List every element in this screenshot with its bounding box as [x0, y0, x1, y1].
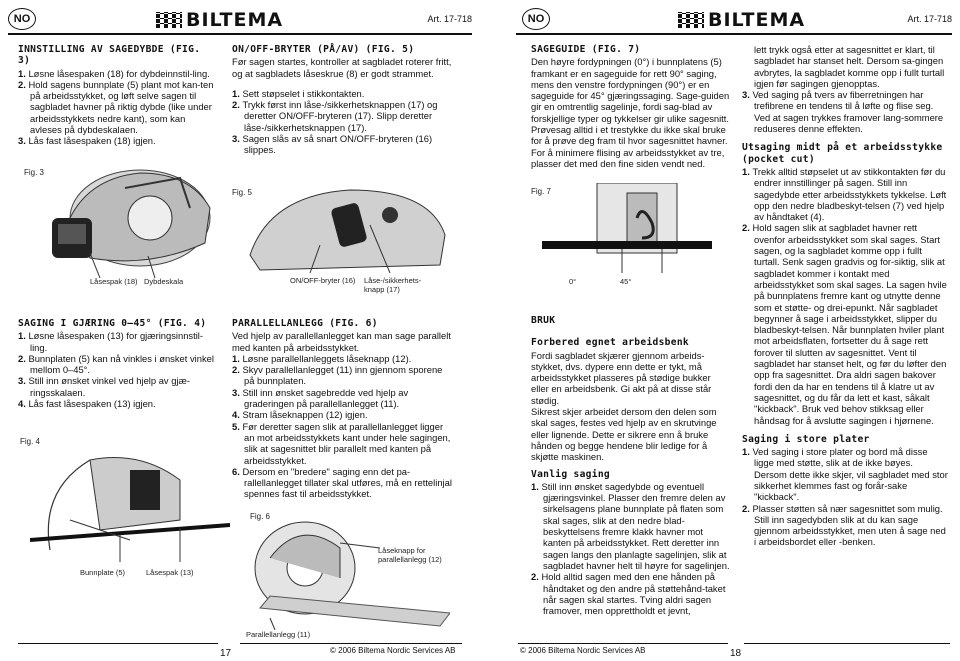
right-column-2 — [742, 44, 948, 548]
step-number: 1. — [18, 67, 29, 79]
step-text: Skyv parallellanlegget (11) inn gjennom sporene på bunnplaten. — [242, 364, 443, 387]
figure-label: Fig. 6 — [250, 512, 271, 521]
page-number: 17 — [220, 648, 232, 659]
brand-logo — [156, 9, 283, 31]
step-list — [742, 89, 948, 134]
paragraph: Den høyre fordypningen (0°) i bunnplatens (5) framkant er en sageguide for rett 90° saging, mens den venstre fordypningen (90°) er en sageguide for 45° gjæringssaging. Sage-guiden gir en omtrentlig sagelinje, fordi sag-blad av forskjellige typer og tykkelser gir ulike sagesnitt. Prøvesag alltid i et trestykke du ikke skal bruke for å prøve deg fram til hvor sagesnittet havner. For å minimere flising av arbeidsstykket av tre, plasser det med den fine siden vendt ned. — [531, 56, 730, 169]
step-text: Trykk først inn låse-/sikkerhetsknappen (17) og deretter ON/OFF-bryteren (17). Slipp deretter låse-/sikkerhetsknappen (17). — [242, 99, 438, 133]
left-column-2 — [232, 44, 454, 156]
step-text: Trekk alltid støpselet ut av stikkontakten før du endrer innstillinger på sagen. Still inn sagedybde etter arbeidsstykkets tykkelse. Løft opp den nedre bladbeskyt-telsen (7) ved hjelp av håndtaket (4). — [752, 165, 947, 223]
figure-caption: Bunnplate (5) — [80, 568, 126, 577]
list-item — [232, 387, 454, 410]
brand-name: BILTEMA — [708, 9, 806, 31]
step-text: Ved saging i store plater og bord må disse ligge med støtte, slik at de ikke bøyes. Dersom dette ikke skjer, vil sagbladet med stor sikkerhet klemmes fast og forår-sake "kickback". — [752, 446, 948, 503]
paragraph: Sikrest skjer arbeidet dersom den delen som skal sages, festes ved hjelp av en skrutvinge eller lignende. Dette er sikrere enn å bruke hånden og begge hendene blir ledige for å skjøtte maskinen. — [531, 406, 717, 463]
paragraph: Ved hjelp av parallellanlegget kan man sage parallelt med kanten på arbeidsstykket. — [232, 330, 451, 353]
saw-depth-illustration — [30, 148, 220, 278]
figure-caption: 0° — [569, 277, 577, 286]
subsection-heading: Forbered egnet arbeidsbenk — [531, 337, 689, 349]
step-number: 2. — [18, 352, 29, 364]
step-text: Plasser støtten så nær sagesnittet som mulig. Still inn sagedybden slik at du kan sage gjennom arbeidsstykket, men uten å sage ned i arbeidsbordet eller -benken. — [752, 502, 946, 548]
list-item — [18, 353, 218, 376]
left-column-1-lower — [18, 318, 218, 409]
step-list — [18, 68, 218, 147]
figure-label: Fig. 5 — [232, 188, 253, 197]
section-heading: SAGEGUIDE (FIG. 7) — [531, 44, 641, 55]
figure-caption: 45° — [620, 277, 632, 286]
step-text: Lås fast låsespaken (13) igjen. — [28, 398, 156, 410]
step-text: Bunnplaten (5) kan nå vinkles i ønsket vinkel mellom 0–45°. — [28, 352, 214, 376]
list-item — [18, 398, 218, 409]
list-item — [232, 421, 454, 466]
saw-guide-illustration — [542, 183, 722, 283]
checkered-flag-icon — [678, 12, 704, 28]
step-list — [742, 166, 948, 426]
step-list — [232, 88, 454, 156]
footer-rule — [240, 643, 462, 644]
list-item — [232, 409, 454, 420]
copyright: © 2006 Biltema Nordic Services AB — [520, 646, 646, 655]
subsection-heading: Saging i store plater — [742, 433, 870, 445]
figure-label: Fig. 4 — [20, 437, 41, 446]
footer-rule — [518, 643, 728, 644]
right-column-1-lower — [531, 315, 731, 616]
list-item — [18, 68, 218, 79]
step-number: 2. — [531, 571, 542, 583]
step-text: Still inn ønsket sagebredde ved hjelp av graderingen på parallellanlegget (11). — [242, 386, 409, 410]
step-number: 3. — [232, 133, 243, 145]
step-text: Ved saging på tvers av fiberretningen har trefibrene en tendens til å løfte og flise seg. Ved at sagen trykkes framover lang-sommere reduseres denne effekten. — [752, 89, 944, 135]
figure-caption: Låsespak (18) — [90, 277, 138, 286]
step-list — [232, 353, 454, 500]
right-column-1 — [531, 44, 731, 169]
section-heading: BRUK — [531, 315, 556, 326]
list-item — [742, 222, 948, 425]
step-number: 1. — [232, 352, 243, 364]
list-item — [232, 353, 454, 364]
step-text: Sagen slås av så snart ON/OFF-bryteren (16) slippes. — [242, 133, 433, 156]
step-number: 6. — [232, 465, 243, 477]
list-item — [531, 571, 731, 616]
figure-label: Fig. 7 — [531, 187, 552, 196]
section-heading: SAGING I GJÆRING 0–45° (FIG. 4) — [18, 318, 207, 329]
step-text: Løsne låsespaken (13) for gjæringsinnstil-ling. — [28, 330, 203, 353]
step-number: 3. — [232, 386, 243, 398]
list-item — [232, 364, 454, 387]
step-list — [18, 330, 218, 409]
step-list — [531, 481, 731, 617]
subsection-heading: Vanlig saging — [531, 468, 610, 480]
paragraph: Før sagen startes, kontroller at sagbladet roterer fritt, og at sagbladets låseskrue (8) er godt strammet. — [232, 56, 452, 79]
step-number: 3. — [18, 135, 29, 147]
section-heading: PARALLELLANLEGG (FIG. 6) — [232, 318, 378, 329]
footer-rule — [744, 643, 950, 644]
step-number: 1. — [742, 165, 753, 177]
rip-fence-illustration — [240, 518, 450, 630]
list-item — [742, 503, 948, 548]
step-text: Stram låseknappen (12) igjen. — [242, 409, 368, 421]
step-number: 2. — [742, 222, 753, 234]
step-text: Still inn ønsket sagedybde og eventuell gjæringsvinkel. Plasser den fremre delen av sirkelsagens plane bunnplate på flaten som skal sages, slik at den nedre blad-beskyttelsens fremre klakk havner mot kanten på arbeidsstykket. Rett deretter inn sagen langs den planlagte sagelinjen, slik at sagbladet havner helt til høyre for sagelinjen. — [541, 480, 730, 571]
step-number: 1. — [18, 330, 29, 342]
step-list — [742, 446, 948, 548]
list-item — [18, 135, 218, 146]
list-item — [232, 99, 454, 133]
brand-name: BILTEMA — [186, 9, 284, 31]
step-number: 2. — [232, 364, 243, 376]
figure-caption: Låse-/sikkerhets- knapp (17) — [364, 276, 422, 294]
step-text: Hold alltid sagen med den ene hånden på håndtaket og den andre på støttehånd-taket når sagen skal startes. Tving aldri sagen framover, men opprettholdt et jevnt, — [541, 571, 726, 617]
step-text: Lås fast låsespaken (18) igjen. — [28, 135, 156, 147]
copyright: © 2006 Biltema Nordic Services AB — [330, 646, 456, 655]
step-number: 4. — [232, 409, 243, 421]
step-text: Løsne låsespaken (18) for dybdeinnstil-ling. — [28, 67, 210, 79]
step-number: 4. — [18, 398, 29, 410]
step-number: 1. — [742, 446, 753, 458]
figure-caption: ON/OFF-bryter (16) — [290, 276, 356, 285]
step-text: Still inn ønsket vinkel ved hjelp av gjæ-ringsskalaen. — [28, 375, 190, 398]
paragraph: Fordi sagbladet skjærer gjennom arbeids-stykket, dvs. dypere enn dette er tykt, må arbeidsstykket plasseres på stødige bukker eller en arbeidsbenk. Gi akt på at disse står stødig. — [531, 349, 712, 406]
figure-caption: Låsespak (13) — [146, 568, 194, 577]
figure-label: Fig. 3 — [24, 168, 45, 177]
switch-illustration — [240, 185, 455, 273]
left-column-2-lower — [232, 318, 454, 500]
page-header — [488, 8, 952, 32]
step-text: Hold sagen slik at sagbladet havner rett ovenfor arbeidsstykket som skal sages. Start sagen, og la sagbladet komme opp i fullt turtall. Senk sagen gradvis og for-siktig, slik at sagbladet kommer i kontakt med arbeidsstykket som skal sages. La sagen hvile på bunnplatens fremre kant og utnytte denne som et støtte- og drei-epunkt. Når sagbladet begynner å sage i arbeidsstykket, slipper du bladbeskyt-telsen. Når bunnplaten hviler plant mot arbeidsflaten, fortsetter du å sage rett forover til slutten av sagesnittet. Vent til sagbladet har stanset helt, og før du løfter den opp fra sagesnittet. Dra aldri sagen bakover fordi den da har en tendens til å klatre ut av sagesnittet, og du får da lett et kast, såkalt "kickback". Bruk ved behov stikksag eller håndsag for å avslutte sagingen i hjørnene. — [752, 222, 947, 426]
list-item — [742, 446, 948, 502]
left-column-1 — [18, 44, 218, 147]
figure-caption: Dybdeskala — [144, 277, 184, 286]
language-badge: NO — [8, 8, 36, 30]
header-rule — [8, 33, 472, 35]
step-text: Dersom en "bredere" saging enn det pa-rallellanlegget tillater skal utføres, må en rettelinjal spennes fast til arbeidsstykket. — [242, 465, 452, 500]
header-rule — [516, 33, 952, 35]
language-badge: NO — [522, 8, 550, 30]
step-number: 3. — [18, 375, 29, 387]
list-item — [742, 166, 948, 222]
footer-rule — [18, 643, 218, 644]
step-number: 1. — [531, 480, 542, 492]
step-text: Før deretter sagen slik at parallellanlegget ligger an mot arbeidsstykkets kant under hele sagingen, slik at sagesnittet blir parallelt med kanten på arbeidsstykket. — [242, 420, 451, 466]
list-item — [18, 330, 218, 353]
section-heading: ON/OFF-BRYTER (PÅ/AV) (FIG. 5) — [232, 44, 415, 55]
page-number: 18 — [730, 648, 742, 659]
list-item — [232, 88, 454, 99]
list-item — [232, 466, 454, 500]
figure-caption: Låseknapp for parallellanlegg (12) — [378, 546, 442, 564]
step-number: 2. — [742, 502, 753, 514]
page-header — [8, 8, 472, 32]
paragraph: lett trykk også etter at sagesnittet er klart, til sagbladet har stanset helt. Dersom sa-gingen avbrytes, la sagbladet komme opp i fullt turtall igjen før sagingen gjenopptas. — [754, 44, 945, 89]
list-item — [18, 375, 218, 398]
section-heading: INNSTILLING AV SAGEDYBDE (FIG. 3) — [18, 44, 201, 67]
checkered-flag-icon — [156, 12, 182, 28]
step-text: Løsne parallellanleggets låseknapp (12). — [242, 352, 412, 364]
list-item — [232, 133, 454, 156]
subsection-heading: Utsaging midt på et arbeidsstykke (pocket cut) — [742, 142, 943, 165]
step-number: 5. — [232, 420, 243, 432]
list-item — [742, 89, 948, 134]
saw-bevel-illustration — [30, 450, 230, 565]
step-number: 2. — [232, 99, 243, 111]
step-number: 3. — [742, 89, 753, 101]
page-right — [480, 0, 960, 661]
brand-logo — [678, 9, 805, 31]
list-item — [18, 79, 218, 135]
article-number: Art. 17-718 — [907, 14, 952, 24]
step-text: Sett støpselet i stikkontakten. — [242, 87, 365, 99]
list-item — [531, 481, 731, 571]
step-number: 2. — [18, 78, 29, 90]
figure-caption: Parallellanlegg (11) — [246, 630, 311, 639]
article-number: Art. 17-718 — [427, 14, 472, 24]
step-number: 1. — [232, 87, 243, 99]
step-text: Hold sagens bunnplate (5) plant mot kan-ten på arbeidsstykket, og løft selve sagen til sagbladet havner på riktig dybde (like under arbeidsstykkets nedre kant), som kan avleses på dybdeskalaen. — [28, 78, 214, 136]
